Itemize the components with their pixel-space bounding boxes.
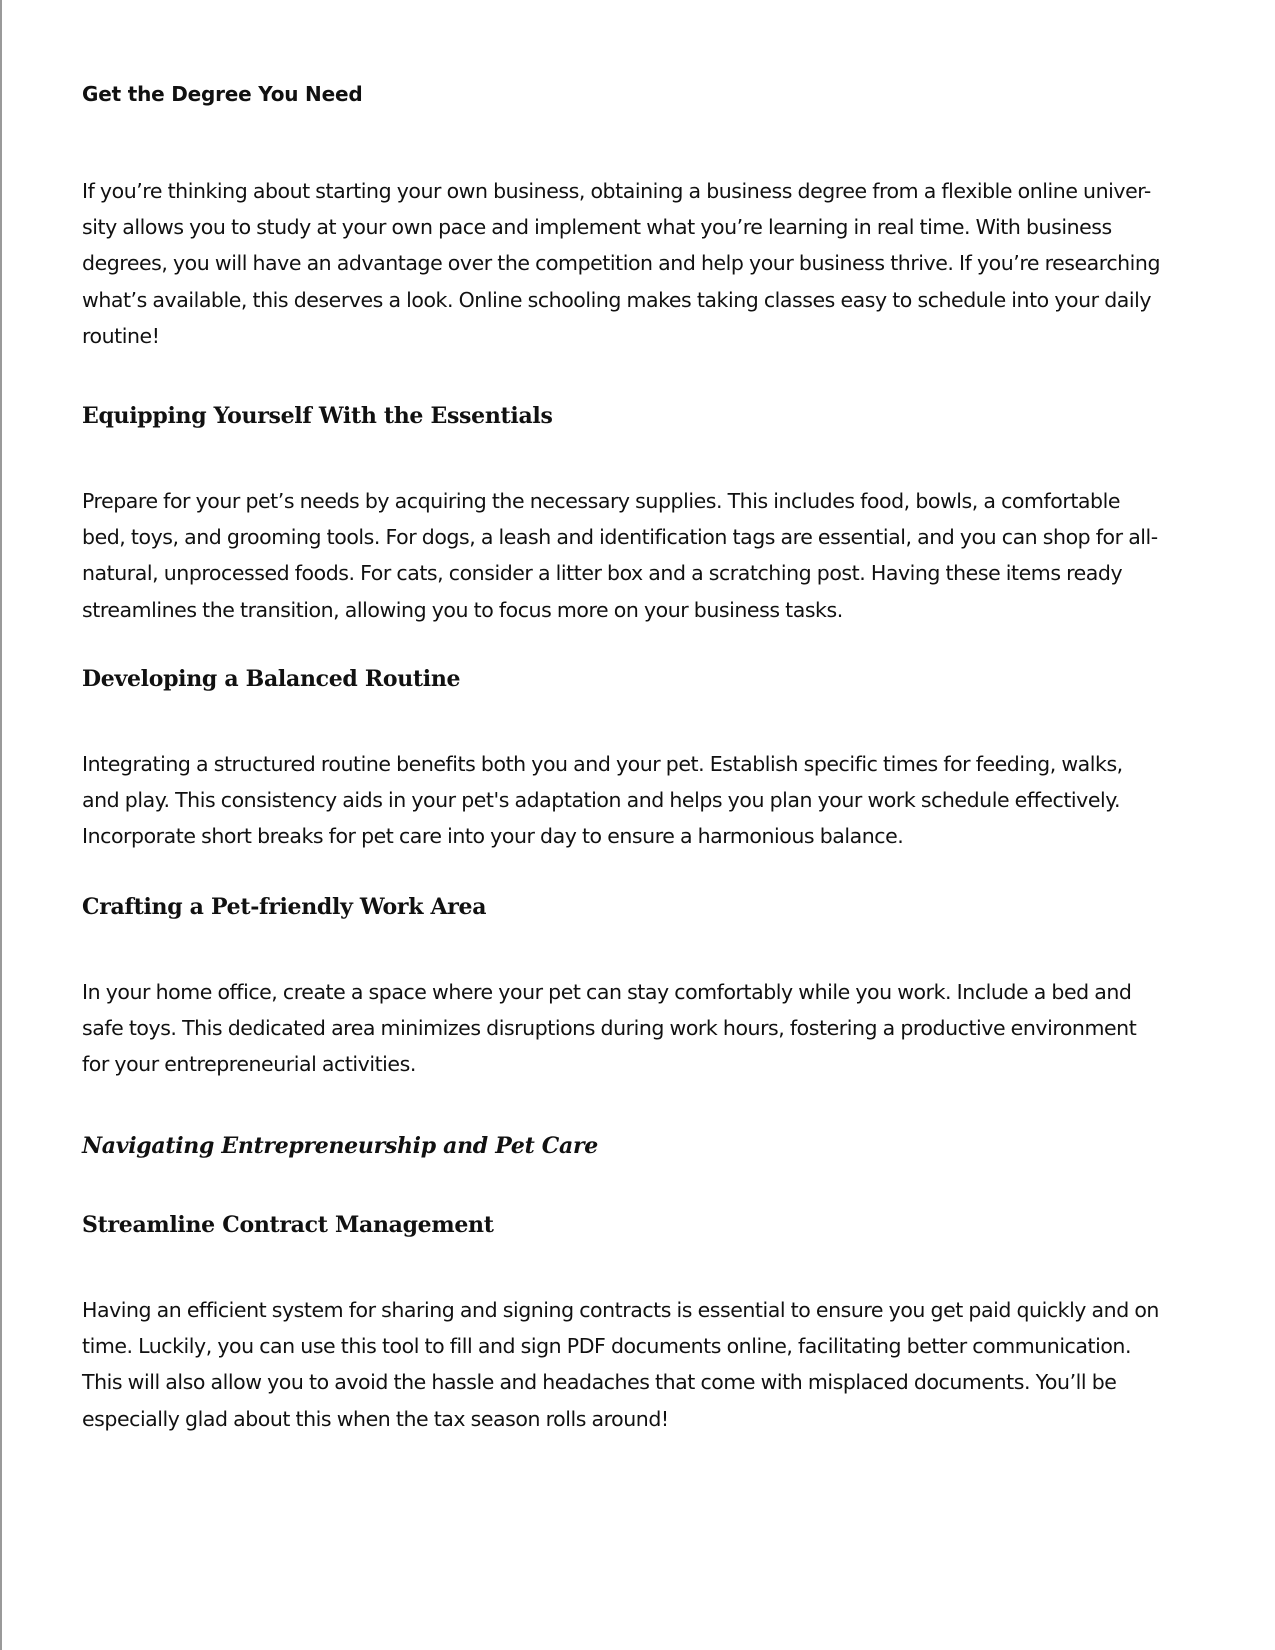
paragraph-line: bed, toys, and grooming tools. For dogs, a leash and identification tags are essential, and you can shop for all-: [82, 525, 1158, 550]
paragraph-business-degree: [82, 173, 1202, 354]
paragraph-line: and play. This consistency aids in your pet's adaptation and helps you plan your work schedule effectively.: [82, 788, 1121, 813]
paragraph-line: This will also allow you to avoid the hassle and headaches that come with misplaced documents. You’ll be: [82, 1370, 1117, 1395]
heading-navigating-entrepreneurship: Navigating Entrepreneurship and Pet Care: [82, 1133, 598, 1159]
heading-contract-management: Streamline Contract Management: [82, 1212, 494, 1238]
paragraph-line: In your home office, create a space where your pet can stay comfortably while you work. Include a bed and: [82, 980, 1132, 1004]
paragraph-essentials: [82, 483, 1202, 628]
heading-balanced-routine: Developing a Balanced Routine: [82, 666, 461, 692]
paragraph-line: time. Luckily, you can use this tool to fill and sign PDF documents online, facilitating better communication.: [82, 1334, 1132, 1359]
paragraph-line: Incorporate short breaks for pet care into your day to ensure a harmonious balance.: [82, 824, 904, 849]
page-left-border: [0, 0, 2, 1650]
paragraph-work-area: [82, 974, 1202, 1083]
paragraph-line: sity allows you to study at your own pace and implement what you’re learning in real time. With business: [82, 215, 1112, 240]
paragraph-line: for your entrepreneurial activities.: [82, 1052, 416, 1077]
paragraph-line: degrees, you will have an advantage over the competition and help your business thrive. If you’re researching: [82, 251, 1161, 276]
paragraph-line: streamlines the transition, allowing you to focus more on your business tasks.: [82, 597, 843, 622]
paragraph-line: safe toys. This dedicated area minimizes disruptions during work hours, fostering a productive environment: [82, 1016, 1137, 1041]
heading-equipping-essentials: Equipping Yourself With the Essentials: [82, 403, 553, 429]
paragraph-line: Prepare for your pet’s needs by acquiring the necessary supplies. This includes food, bowls, a comfortable: [82, 489, 1121, 513]
heading-pet-friendly-work-area: Crafting a Pet-friendly Work Area: [82, 894, 487, 920]
paragraph-routine: [82, 746, 1202, 855]
paragraph-contracts: [82, 1292, 1202, 1437]
paragraph-line: If you’re thinking about starting your own business, obtaining a business degree from a flexible online univer-: [82, 179, 1151, 203]
paragraph-line: what’s available, this deserves a look. Online schooling makes taking classes easy to schedule into your daily: [82, 287, 1152, 312]
paragraph-line: routine!: [82, 323, 160, 348]
paragraph-line: Having an efficient system for sharing and signing contracts is essential to ensure you get paid quickly and on: [82, 1298, 1159, 1322]
paragraph-line: especially glad about this when the tax season rolls around!: [82, 1406, 669, 1431]
paragraph-line: Integrating a structured routine benefits both you and your pet. Establish specific times for feeding, walks,: [82, 752, 1123, 776]
paragraph-line: natural, unprocessed foods. For cats, consider a litter box and a scratching post. Having these items ready: [82, 561, 1123, 586]
heading-get-the-degree: Get the Degree You Need: [82, 82, 363, 106]
